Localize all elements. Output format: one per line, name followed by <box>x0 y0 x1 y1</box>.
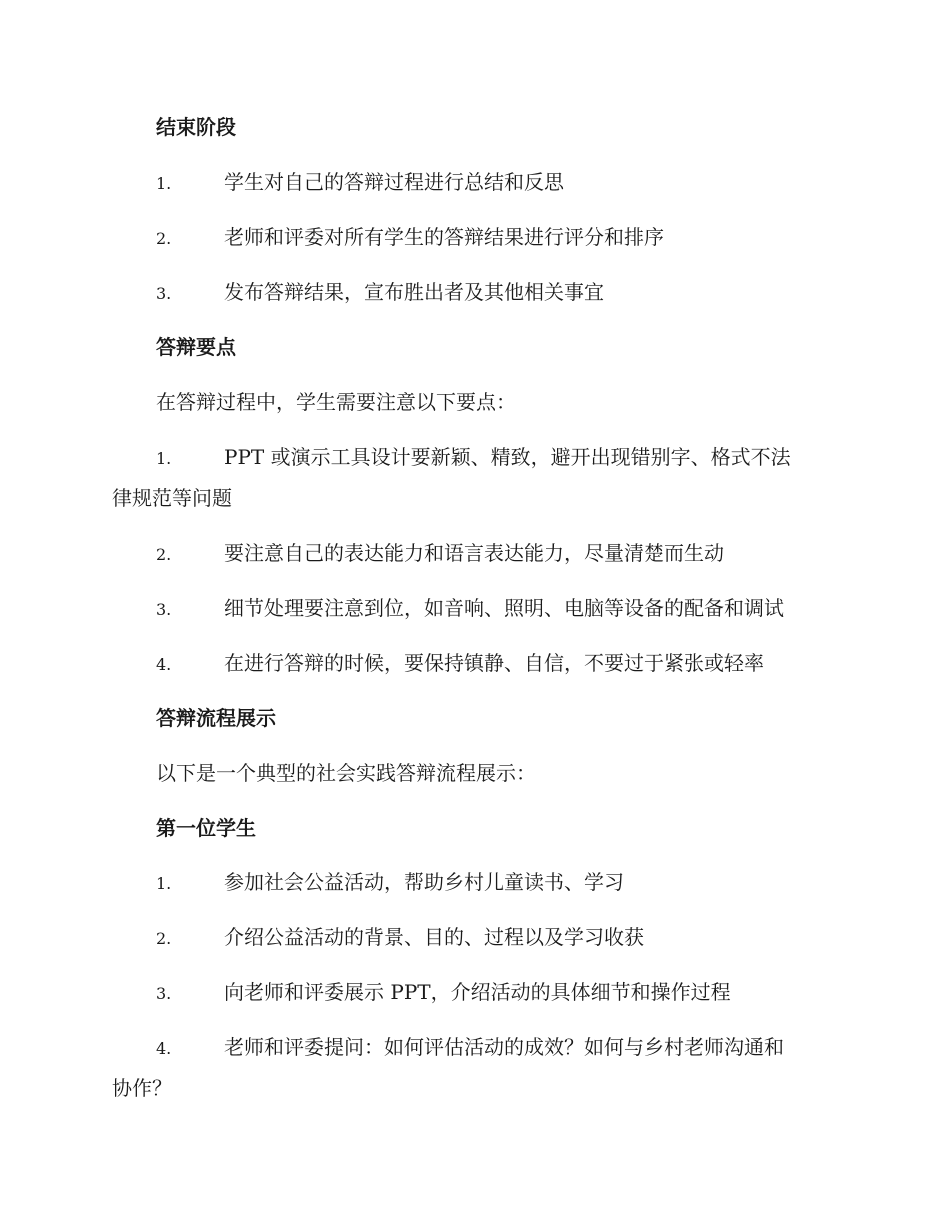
list-item: 在进行答辩的时候，要保持镇静、自信，不要过于紧张或轻率 <box>224 651 764 675</box>
list-item: 细节处理要注意到位，如音响、照明、电脑等设备的配备和调试 <box>224 596 784 620</box>
list-item: 老师和评委提问：如何评估活动的成效？如何与乡村老师沟通和 <box>224 1035 784 1059</box>
paragraph-intro: 在答辩过程中，学生需要注意以下要点： <box>156 390 516 414</box>
list-item-continuation: 律规范等问题 <box>112 486 232 510</box>
list-item: 老师和评委对所有学生的答辩结果进行评分和排序 <box>224 225 664 249</box>
list-number: 1. <box>156 874 172 893</box>
list-item: 发布答辩结果，宣布胜出者及其他相关事宜 <box>224 280 604 304</box>
list-number: 1. <box>156 174 172 193</box>
section-heading-first-student: 第一位学生 <box>156 816 256 840</box>
list-item: 介绍公益活动的背景、目的、过程以及学习收获 <box>224 925 644 949</box>
list-number: 3. <box>156 284 172 303</box>
paragraph-intro: 以下是一个典型的社会实践答辩流程展示： <box>156 761 536 785</box>
list-number: 4. <box>156 1039 172 1058</box>
list-item: 学生对自己的答辩过程进行总结和反思 <box>224 170 564 194</box>
list-number: 2. <box>156 929 172 948</box>
list-item: 参加社会公益活动，帮助乡村儿童读书、学习 <box>224 870 624 894</box>
list-item: 向老师和评委展示 PPT，介绍活动的具体细节和操作过程 <box>224 980 731 1004</box>
section-heading-end-stage: 结束阶段 <box>156 115 236 139</box>
list-number: 2. <box>156 229 172 248</box>
list-number: 4. <box>156 655 172 674</box>
list-number: 2. <box>156 545 172 564</box>
list-item-continuation: 协作？ <box>112 1076 172 1100</box>
list-number: 1. <box>156 449 172 468</box>
list-number: 3. <box>156 600 172 619</box>
list-item: 要注意自己的表达能力和语言表达能力，尽量清楚而生动 <box>224 541 724 565</box>
list-number: 3. <box>156 984 172 1003</box>
section-heading-process-demo: 答辩流程展示 <box>156 706 276 730</box>
section-heading-key-points: 答辩要点 <box>156 335 236 359</box>
list-item: PPT 或演示工具设计要新颖、精致，避开出现错别字、格式不法 <box>224 445 791 469</box>
